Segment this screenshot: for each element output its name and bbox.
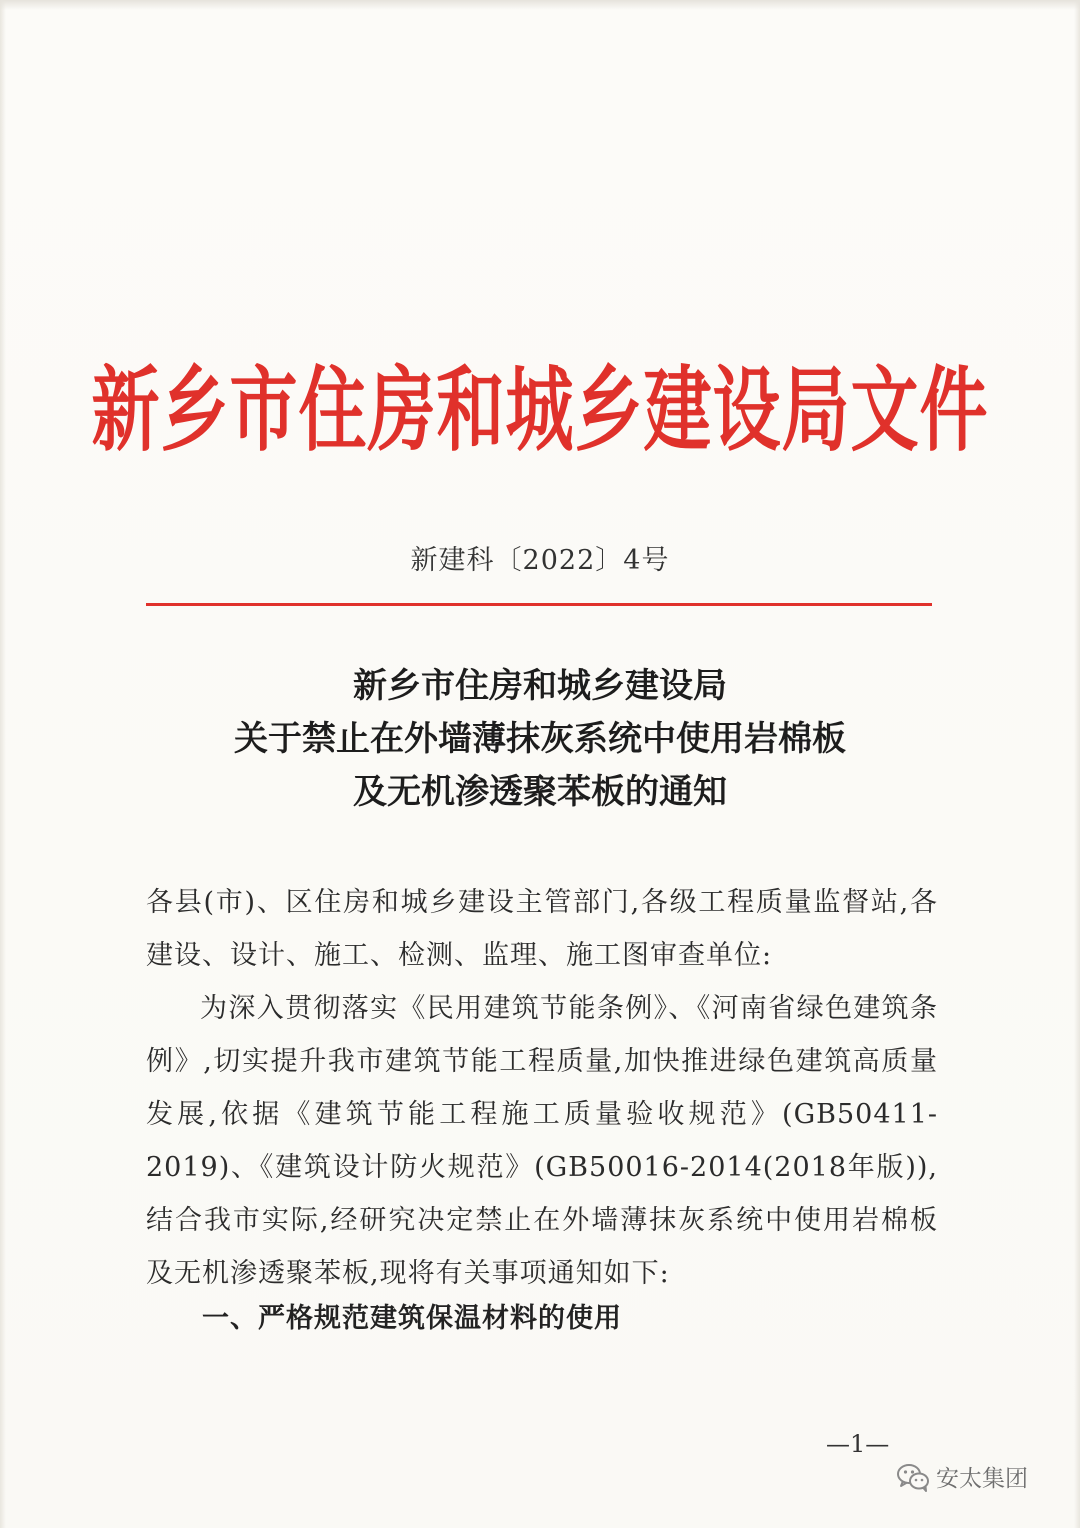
notice-title-line-2: 关于禁止在外墙薄抹灰系统中使用岩棉板 (234, 719, 846, 759)
body-paragraph-1: 为深入贯彻落实《民用建筑节能条例》、《河南省绿色建筑条例》,切实提升我市建筑节能工程质量,加快推进绿色建筑高质量发展,依据《建筑节能工程施工质量验收规范》(GB50411-2019)、《建筑设计防火规范》(GB50016-2014(2018年版)),结合我市实际,经研究决定禁止在外墙薄抹灰系统中使用岩棉板及无机渗透聚苯板,现将有关事项通知如下: (146, 993, 938, 1289)
watermark (896, 1460, 1028, 1493)
notice-title-line-3: 及无机渗透聚苯板的通知 (353, 772, 727, 812)
recipients-paragraph: 各县(市)、区住房和城乡建设主管部门,各级工程质量监督站,各建设、设计、施工、检测、监理、施工图审查单位: (146, 887, 938, 971)
section-1-heading: 一、严格规范建筑保温材料的使用 (202, 1303, 622, 1334)
notice-title-line-1: 新乡市住房和城乡建设局 (353, 666, 727, 706)
header-title: 新乡市住房和城乡建设局文件 (91, 356, 989, 465)
scan-edge-top (0, 0, 1080, 10)
page-number: —1— (826, 1430, 890, 1458)
document-number: 新建科〔2022〕4号 (410, 545, 670, 576)
wechat-icon (896, 1462, 930, 1492)
notice-title (0, 660, 1080, 819)
body-text (146, 876, 938, 1300)
red-divider (146, 603, 932, 606)
watermark-text: 安太集团 (936, 1466, 1028, 1492)
